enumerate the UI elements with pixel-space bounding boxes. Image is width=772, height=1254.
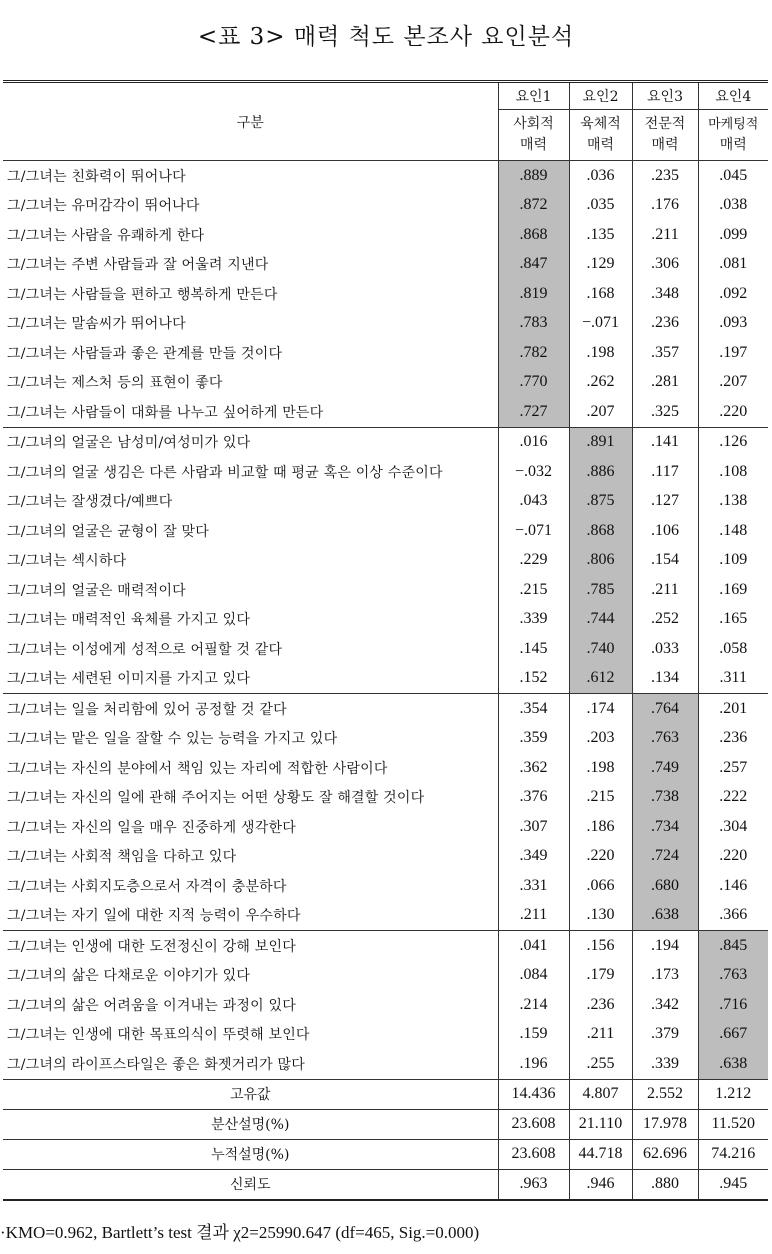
- item-label: 그/그녀는 인생에 대한 도전정신이 강해 보인다: [7, 938, 296, 955]
- loading-cell: .357: [632, 338, 698, 368]
- stat-cell: 1.212: [698, 1079, 768, 1109]
- stat-cell: 44.718: [569, 1139, 632, 1169]
- loading-cell: .211: [498, 901, 569, 931]
- loading-cell: .138: [698, 487, 768, 517]
- table-row: [3, 516, 768, 546]
- loading-cell: .281: [632, 368, 698, 398]
- header-factor-name-1: [498, 110, 569, 161]
- item-label: 그/그녀는 섹시하다: [7, 553, 127, 570]
- loading-cell: .783: [498, 309, 569, 339]
- loading-cell: .035: [569, 191, 632, 221]
- loading-cell: .134: [632, 664, 698, 694]
- loading-cell: .220: [569, 842, 632, 872]
- stat-cell: .880: [632, 1169, 698, 1200]
- loading-cell: .311: [698, 664, 768, 694]
- stat-cell: 14.436: [498, 1079, 569, 1109]
- loading-cell: .211: [569, 1020, 632, 1050]
- table-row: [3, 664, 768, 694]
- table-row: [3, 871, 768, 901]
- loading-cell: .201: [698, 694, 768, 724]
- table-row: [3, 605, 768, 635]
- loading-cell: −.032: [498, 457, 569, 487]
- loading-cell: .159: [498, 1020, 569, 1050]
- loading-cell: .130: [569, 901, 632, 931]
- table-row: [3, 961, 768, 991]
- loading-cell: .207: [569, 397, 632, 427]
- loading-cell: .764: [632, 694, 698, 724]
- loading-cell: .198: [569, 753, 632, 783]
- factor-analysis-table: [3, 80, 768, 1201]
- item-label: 그/그녀는 주변 사람들과 잘 어울려 지낸다: [7, 257, 269, 274]
- loading-cell: .348: [632, 279, 698, 309]
- stat-label: 고유값: [3, 1079, 498, 1109]
- stat-row: [3, 1139, 768, 1169]
- stat-row: [3, 1169, 768, 1200]
- table-row: [3, 487, 768, 517]
- loading-cell: .339: [632, 1049, 698, 1079]
- item-label: 그/그녀는 사람들이 대화를 나누고 싶어하게 만든다: [3, 397, 498, 427]
- item-label: 그/그녀는 사람을 유쾌하게 한다: [7, 227, 205, 244]
- header-factor-3: 요인3: [632, 82, 698, 110]
- loading-cell: .763: [698, 961, 768, 991]
- table-row: [3, 634, 768, 664]
- loading-cell: .222: [698, 783, 768, 813]
- item-label: 그/그녀는 자기 일에 대한 지적 능력이 우수하다: [3, 901, 498, 931]
- stat-cell: 4.807: [569, 1079, 632, 1109]
- loading-cell: .207: [698, 368, 768, 398]
- loading-cell: .141: [632, 427, 698, 457]
- loading-cell: .092: [698, 279, 768, 309]
- table-row: [3, 1020, 768, 1050]
- loading-cell: .214: [498, 990, 569, 1020]
- loading-cell: .148: [698, 516, 768, 546]
- loading-cell: .734: [632, 812, 698, 842]
- loading-cell: .612: [569, 664, 632, 694]
- loading-cell: .169: [698, 575, 768, 605]
- header-gubun: 구분: [3, 82, 498, 161]
- loading-cell: .106: [632, 516, 698, 546]
- stat-cell: 2.552: [632, 1079, 698, 1109]
- factor-name-line: 육체적: [580, 116, 621, 132]
- loading-cell: .084: [498, 961, 569, 991]
- stat-cell: 17.978: [632, 1109, 698, 1139]
- loading-cell: .252: [632, 605, 698, 635]
- table-row: [3, 427, 768, 457]
- item-label: 그/그녀는 사회적 책임을 다하고 있다: [7, 849, 237, 866]
- loading-cell: .680: [632, 871, 698, 901]
- stat-label: 신뢰도: [3, 1169, 498, 1200]
- loading-cell: .066: [569, 871, 632, 901]
- loading-cell: .211: [632, 575, 698, 605]
- loading-cell: .168: [569, 279, 632, 309]
- table-row: [3, 397, 768, 427]
- stat-cell: 23.608: [498, 1139, 569, 1169]
- loading-cell: .325: [632, 397, 698, 427]
- loading-cell: .235: [632, 161, 698, 191]
- loading-cell: .156: [569, 931, 632, 961]
- item-label: 그/그녀의 얼굴 생김은 다른 사람과 비교할 때 평균 혹은 이상 수준이다: [7, 464, 443, 481]
- table-stats: [3, 1079, 768, 1200]
- loading-cell: .194: [632, 931, 698, 961]
- item-label: 그/그녀의 얼굴은 균형이 잘 맞다: [7, 523, 209, 540]
- table-row: [3, 694, 768, 724]
- table-row: [3, 753, 768, 783]
- table-row: [3, 220, 768, 250]
- table-row: [3, 368, 768, 398]
- loading-cell: .236: [698, 724, 768, 754]
- table-row: [3, 338, 768, 368]
- table-row: [3, 457, 768, 487]
- stat-cell: .946: [569, 1169, 632, 1200]
- loading-cell: .196: [498, 1049, 569, 1079]
- item-label: 그/그녀는 세련된 이미지를 가지고 있다: [3, 664, 498, 694]
- loading-cell: .045: [698, 161, 768, 191]
- loading-cell: .379: [632, 1020, 698, 1050]
- loading-cell: .306: [632, 250, 698, 280]
- item-label: 그/그녀는 잘생겼다/예쁘다: [7, 494, 173, 511]
- loading-cell: .362: [498, 753, 569, 783]
- loading-cell: .165: [698, 605, 768, 635]
- factor-name-line: 매력: [519, 137, 548, 153]
- loading-cell: .036: [569, 161, 632, 191]
- table-row: [3, 901, 768, 931]
- loading-cell: .727: [498, 397, 569, 427]
- loading-cell: .638: [632, 901, 698, 931]
- table-title: <표 3> 매력 척도 본조사 요인분석: [197, 24, 575, 50]
- stat-label: 분산설명(%): [3, 1109, 498, 1139]
- table-row: [3, 842, 768, 872]
- loading-cell: −.071: [498, 516, 569, 546]
- table-row: [3, 990, 768, 1020]
- loading-cell: .785: [569, 575, 632, 605]
- loading-cell: .099: [698, 220, 768, 250]
- loading-cell: .307: [498, 812, 569, 842]
- loading-cell: .154: [632, 546, 698, 576]
- table-row: [3, 191, 768, 221]
- loading-cell: .724: [632, 842, 698, 872]
- loading-cell: .236: [632, 309, 698, 339]
- loading-cell: .173: [632, 961, 698, 991]
- loading-cell: .186: [569, 812, 632, 842]
- loading-cell: .763: [632, 724, 698, 754]
- loading-cell: .229: [498, 546, 569, 576]
- loading-cell: .117: [632, 457, 698, 487]
- item-label: 그/그녀의 라이프스타일은 좋은 화젯거리가 많다: [3, 1049, 498, 1079]
- stat-cell: 62.696: [632, 1139, 698, 1169]
- header-factor-name-2: [569, 110, 632, 161]
- item-label: 그/그녀는 일을 처리함에 있어 공정할 것 같다: [7, 701, 287, 718]
- loading-cell: .081: [698, 250, 768, 280]
- header-factor-1: 요인1: [498, 82, 569, 110]
- loading-cell: .889: [498, 161, 569, 191]
- table-row: [3, 309, 768, 339]
- table-row: [3, 279, 768, 309]
- item-label: 그/그녀는 유머감각이 뛰어나다: [7, 198, 200, 215]
- loading-cell: .376: [498, 783, 569, 813]
- loading-cell: .043: [498, 487, 569, 517]
- stat-cell: .945: [698, 1169, 768, 1200]
- loading-cell: .174: [569, 694, 632, 724]
- loading-cell: .236: [569, 990, 632, 1020]
- item-label: 그/그녀는 말솜씨가 뛰어나다: [7, 316, 186, 333]
- loading-cell: .342: [632, 990, 698, 1020]
- stat-row: [3, 1109, 768, 1139]
- loading-cell: .108: [698, 457, 768, 487]
- loading-cell: .847: [498, 250, 569, 280]
- factor-name-line: 사회적: [513, 116, 554, 132]
- loading-cell: .033: [632, 634, 698, 664]
- item-label: 그/그녀는 친화력이 뛰어나다: [7, 168, 186, 185]
- loading-cell: .749: [632, 753, 698, 783]
- stat-cell: .963: [498, 1169, 569, 1200]
- loading-cell: .740: [569, 634, 632, 664]
- item-label: 그/그녀는 자신의 일에 관해 주어지는 어떤 상황도 잘 해결할 것이다: [7, 790, 425, 807]
- loading-cell: .135: [569, 220, 632, 250]
- loading-cell: .845: [698, 931, 768, 961]
- item-label: 그/그녀는 맡은 일을 잘할 수 있는 능력을 가지고 있다: [7, 731, 338, 748]
- loading-cell: .041: [498, 931, 569, 961]
- loading-cell: .038: [698, 191, 768, 221]
- loading-cell: .203: [569, 724, 632, 754]
- table-row: [3, 1049, 768, 1079]
- table-row: [3, 161, 768, 191]
- loading-cell: .220: [698, 842, 768, 872]
- loading-cell: .716: [698, 990, 768, 1020]
- loading-cell: .331: [498, 871, 569, 901]
- table-row: [3, 250, 768, 280]
- loading-cell: .667: [698, 1020, 768, 1050]
- loading-cell: .354: [498, 694, 569, 724]
- factor-name-line: 매력: [651, 137, 679, 153]
- stat-cell: 21.110: [569, 1109, 632, 1139]
- table-row: [3, 724, 768, 754]
- item-label: 그/그녀의 삶은 다채로운 이야기가 있다: [7, 968, 251, 985]
- stat-cell: 11.520: [698, 1109, 768, 1139]
- header-factor-4: 요인4: [698, 82, 768, 110]
- loading-cell: .262: [569, 368, 632, 398]
- loading-cell: .145: [498, 634, 569, 664]
- item-label: 그/그녀는 자신의 일을 매우 진중하게 생각한다: [7, 819, 296, 836]
- loading-cell: .152: [498, 664, 569, 694]
- item-label: 그/그녀는 자신의 분야에서 책임 있는 자리에 적합한 사람이다: [7, 760, 388, 777]
- loading-cell: .359: [498, 724, 569, 754]
- factor-name-line: 전문적: [644, 116, 686, 132]
- item-label: 그/그녀의 삶은 어려움을 이겨내는 과정이 있다: [7, 997, 296, 1014]
- header-factor-name-4: [698, 110, 768, 161]
- loading-cell: .868: [569, 516, 632, 546]
- loading-cell: .211: [632, 220, 698, 250]
- item-label: 그/그녀의 얼굴은 남성미/여성미가 있다: [7, 435, 251, 452]
- factor-name-line: 마케팅적: [708, 117, 759, 132]
- loading-cell: .738: [632, 783, 698, 813]
- loading-cell: −.071: [569, 309, 632, 339]
- table-body: [3, 161, 768, 1080]
- loading-cell: .255: [569, 1049, 632, 1079]
- loading-cell: .126: [698, 427, 768, 457]
- item-label: 그/그녀는 인생에 대한 목표의식이 뚜렷해 보인다: [7, 1027, 310, 1044]
- item-label: 그/그녀는 사람들을 편하고 행복하게 만든다: [7, 286, 278, 303]
- header-factor-2: 요인2: [569, 82, 632, 110]
- loading-cell: .806: [569, 546, 632, 576]
- loading-cell: .782: [498, 338, 569, 368]
- loading-cell: .257: [698, 753, 768, 783]
- loading-cell: .215: [569, 783, 632, 813]
- loading-cell: .875: [569, 487, 632, 517]
- loading-cell: .886: [569, 457, 632, 487]
- loading-cell: .770: [498, 368, 569, 398]
- table-row: [3, 575, 768, 605]
- loading-cell: .744: [569, 605, 632, 635]
- item-label: 그/그녀는 사람들과 좋은 관계를 만들 것이다: [7, 345, 283, 362]
- loading-cell: .058: [698, 634, 768, 664]
- loading-cell: .197: [698, 338, 768, 368]
- factor-name-line: 매력: [586, 137, 615, 153]
- loading-cell: .366: [698, 901, 768, 931]
- factor-name-line: 매력: [719, 137, 747, 153]
- item-label: 그/그녀는 제스처 등의 표현이 좋다: [7, 375, 223, 392]
- table-row: [3, 783, 768, 813]
- item-label: 그/그녀는 매력적인 육체를 가지고 있다: [7, 612, 251, 629]
- loading-cell: .891: [569, 427, 632, 457]
- item-label: 그/그녀는 사회지도층으로서 자격이 충분하다: [7, 878, 287, 895]
- table-row: [3, 546, 768, 576]
- loading-cell: .016: [498, 427, 569, 457]
- loading-cell: .129: [569, 250, 632, 280]
- loading-cell: .304: [698, 812, 768, 842]
- table-note: ·KMO=0.962, Bartlett’s test 결과 χ2=25990.647 (df=465, Sig.=0.000): [0, 1223, 480, 1242]
- table-row: [3, 812, 768, 842]
- loading-cell: .093: [698, 309, 768, 339]
- loading-cell: .146: [698, 871, 768, 901]
- item-label: 그/그녀는 이성에게 성적으로 어필할 것 같다: [7, 641, 283, 658]
- loading-cell: .179: [569, 961, 632, 991]
- loading-cell: .339: [498, 605, 569, 635]
- loading-cell: .220: [698, 397, 768, 427]
- loading-cell: .215: [498, 575, 569, 605]
- table-row: [3, 931, 768, 961]
- item-label: 그/그녀의 얼굴은 매력적이다: [7, 582, 186, 599]
- loading-cell: .819: [498, 279, 569, 309]
- stat-cell: 23.608: [498, 1109, 569, 1139]
- loading-cell: .109: [698, 546, 768, 576]
- loading-cell: .868: [498, 220, 569, 250]
- loading-cell: .349: [498, 842, 569, 872]
- loading-cell: .638: [698, 1049, 768, 1079]
- header-factor-name-3: [632, 110, 698, 161]
- loading-cell: .198: [569, 338, 632, 368]
- loading-cell: .176: [632, 191, 698, 221]
- stat-cell: 74.216: [698, 1139, 768, 1169]
- stat-row: [3, 1079, 768, 1109]
- stat-label: 누적설명(%): [3, 1139, 498, 1169]
- loading-cell: .127: [632, 487, 698, 517]
- loading-cell: .872: [498, 191, 569, 221]
